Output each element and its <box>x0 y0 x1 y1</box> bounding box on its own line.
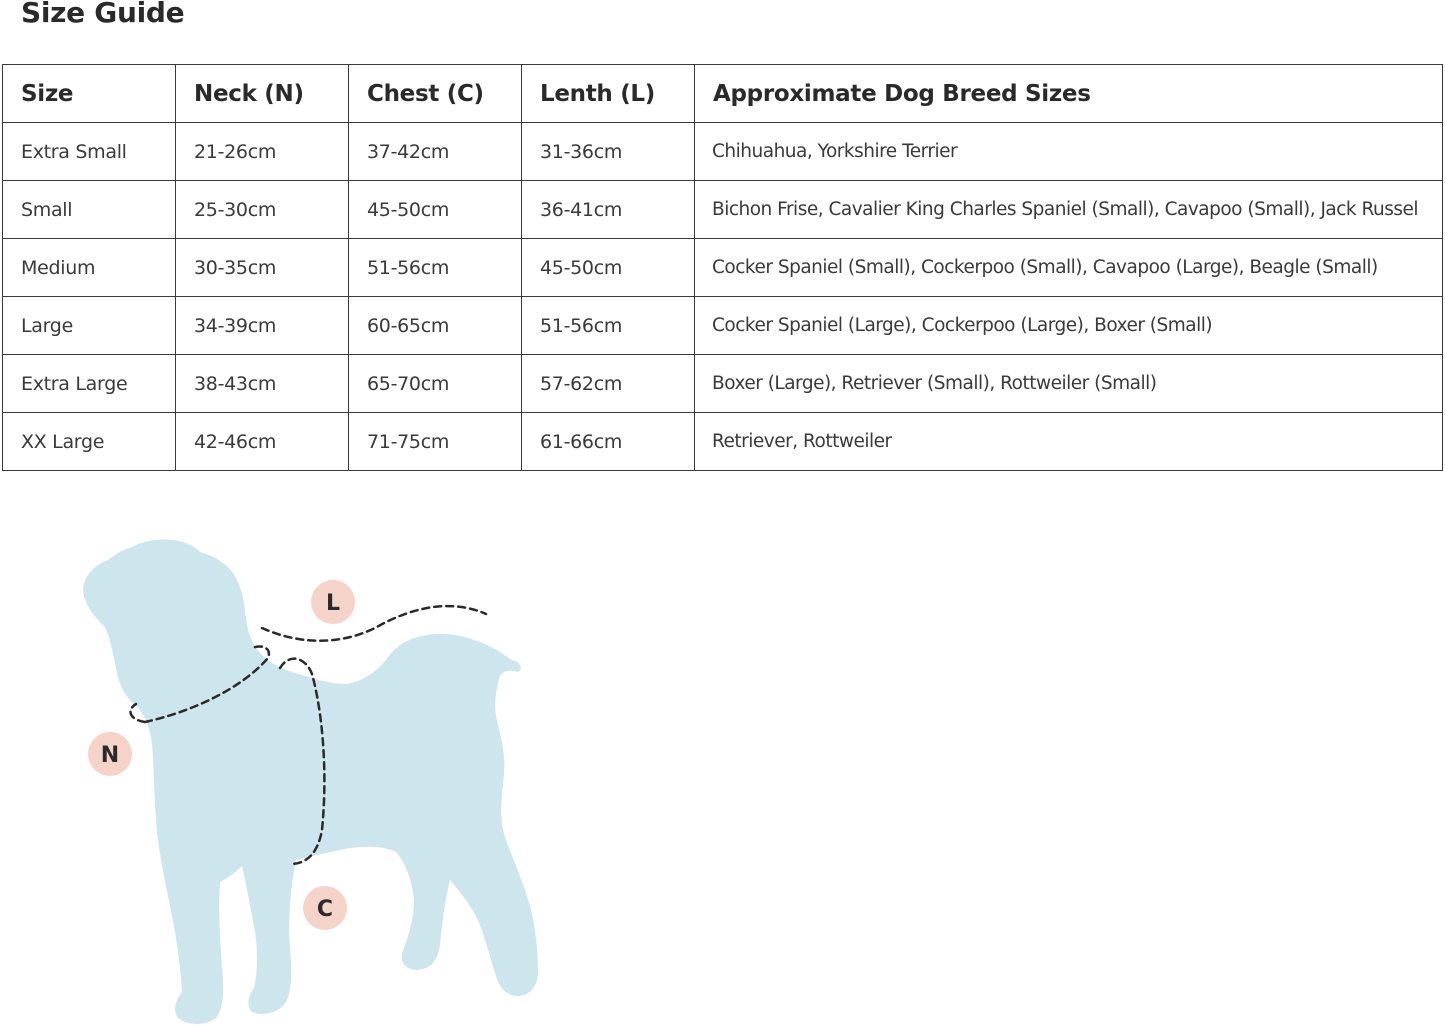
table-header-row <box>3 65 1443 123</box>
dog-silhouette-icon <box>83 539 538 1024</box>
length-badge <box>311 580 355 624</box>
cell-breeds: Cocker Spaniel (Large), Cockerpoo (Large), Boxer (Small) <box>695 297 1443 355</box>
header-size: Size <box>3 65 176 123</box>
header-length: Lenth (L) <box>522 65 695 123</box>
cell-breeds: Boxer (Large), Retriever (Small), Rottweiler (Small) <box>695 355 1443 413</box>
cell-chest: 45-50cm <box>349 181 522 239</box>
table-row <box>3 239 1443 297</box>
chest-label: C <box>316 897 334 922</box>
cell-chest: 37-42cm <box>349 123 522 181</box>
cell-size: Extra Large <box>3 355 176 413</box>
cell-length: 36-41cm <box>522 181 695 239</box>
cell-size: Large <box>3 297 176 355</box>
dog-measurement-diagram <box>70 530 570 1025</box>
cell-size: Small <box>3 181 176 239</box>
cell-length: 45-50cm <box>522 239 695 297</box>
table-row <box>3 123 1443 181</box>
cell-length: 31-36cm <box>522 123 695 181</box>
cell-chest: 65-70cm <box>349 355 522 413</box>
chest-badge <box>303 886 347 930</box>
cell-size: XX Large <box>3 413 176 471</box>
table-row <box>3 355 1443 413</box>
cell-size: Medium <box>3 239 176 297</box>
cell-neck: 42-46cm <box>176 413 349 471</box>
table-row <box>3 181 1443 239</box>
cell-length: 57-62cm <box>522 355 695 413</box>
cell-chest: 71-75cm <box>349 413 522 471</box>
cell-breeds: Cocker Spaniel (Small), Cockerpoo (Small), Cavapoo (Large), Beagle (Small) <box>695 239 1443 297</box>
cell-neck: 21-26cm <box>176 123 349 181</box>
cell-neck: 34-39cm <box>176 297 349 355</box>
length-label: L <box>325 591 341 616</box>
size-guide-table <box>2 64 1443 471</box>
cell-length: 51-56cm <box>522 297 695 355</box>
cell-neck: 25-30cm <box>176 181 349 239</box>
neck-badge <box>88 732 132 776</box>
table-row <box>3 413 1443 471</box>
header-breeds: Approximate Dog Breed Sizes <box>695 65 1443 123</box>
table-row <box>3 297 1443 355</box>
cell-neck: 38-43cm <box>176 355 349 413</box>
cell-chest: 60-65cm <box>349 297 522 355</box>
cell-breeds: Bichon Frise, Cavalier King Charles Spaniel (Small), Cavapoo (Small), Jack Russel <box>695 181 1443 239</box>
cell-size: Extra Small <box>3 123 176 181</box>
header-chest: Chest (C) <box>349 65 522 123</box>
cell-breeds: Chihuahua, Yorkshire Terrier <box>695 123 1443 181</box>
cell-breeds: Retriever, Rottweiler <box>695 413 1443 471</box>
cell-chest: 51-56cm <box>349 239 522 297</box>
neck-label: N <box>100 743 120 768</box>
cell-length: 61-66cm <box>522 413 695 471</box>
page-title: Size Guide <box>21 0 185 29</box>
cell-neck: 30-35cm <box>176 239 349 297</box>
header-neck: Neck (N) <box>176 65 349 123</box>
